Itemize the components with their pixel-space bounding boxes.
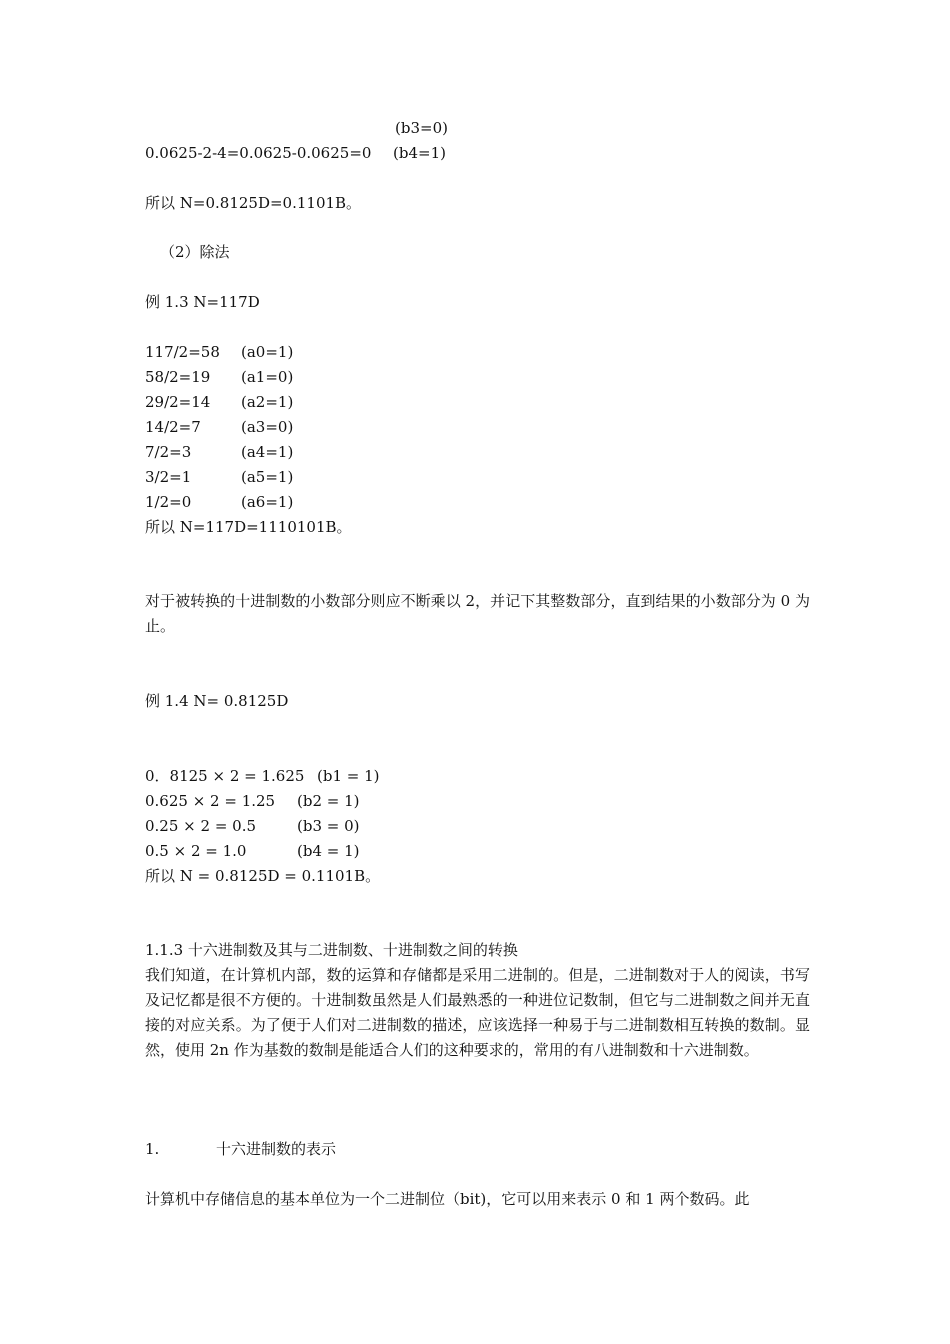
calc-expression: 0.5 × 2 = 1.0 (145, 842, 247, 860)
calc-row (145, 789, 380, 814)
calc-expression: 0.625 × 2 = 1.25 (145, 792, 276, 810)
calc-row (145, 490, 352, 515)
last-paragraph: 计算机中存储信息的基本单位为一个二进制位（bit)，它可以用来表示 0 和 1 两个数码。此 (145, 1190, 750, 1208)
calc-row (145, 365, 352, 390)
calc-result: 所以 N=0.8125D=0.1101B。 (145, 194, 362, 212)
calc-bit: (b2 = 1) (297, 792, 360, 810)
calc-expression: 7/2=3 (145, 443, 192, 461)
calc-bit: (b1 = 1) (317, 767, 380, 785)
calc-bit: (b3 = 0) (297, 817, 360, 835)
calc-bit: (a1=0) (241, 368, 294, 386)
calc-bit: (a4=1) (241, 443, 294, 461)
example-1-4-title: 例 1.4 N= 0.8125D (145, 692, 289, 710)
calc-bit: (a6=1) (241, 493, 294, 511)
calc-row (145, 415, 352, 440)
calc-expression: 58/2=19 (145, 368, 211, 386)
example-1-3-title: 例 1.3 N=117D (145, 293, 260, 311)
calc-expression: 0.25 × 2 = 0.5 (145, 817, 257, 835)
calc-expression: 0.0625-2-4=0.0625-0.0625=0 (145, 144, 372, 162)
calc-result: 所以 N = 0.8125D = 0.1101B。 (145, 867, 381, 885)
calc-bit: (a5=1) (241, 468, 294, 486)
example-1-3-table (145, 340, 352, 540)
calc-bit: (a3=0) (241, 418, 294, 436)
calc-bit: (b4 = 1) (297, 842, 360, 860)
section-body-paragraph: 我们知道，在计算机内部，数的运算和存储都是采用二进制的。但是，二进制数对于人的阅读，书写及记忆都是很不方便的。十进制数虽然是人们最熟悉的一种进位记数制，但它与二进制数之间并无直接的对应关系。为了便于人们对二进制数的描述，应该选择一种易于与二进制数相互转换的数制。显然，使用 2n 作为基数的数制是能适合人们的这种要求的，常用的有八进制数和十六进制数。 (145, 966, 810, 1059)
calc-result: 所以 N=117D=1110101B。 (145, 518, 352, 536)
calc-row (145, 814, 380, 839)
calc-row (145, 390, 352, 415)
calc-row (145, 465, 352, 490)
calc-bit: (a2=1) (241, 393, 294, 411)
example-1-4-table (145, 764, 380, 889)
section-heading: 1.1.3 十六进制数及其与二进制数、十进制数之间的转换 (145, 941, 518, 959)
subsection-title: 十六进制数的表示 (216, 1140, 337, 1158)
calc-bit: (a0=1) (241, 343, 294, 361)
calc-bit-b3: (b3=0) (395, 119, 448, 137)
calc-expression: 0．8125 × 2 = 1.625 (145, 767, 305, 785)
calc-expression: 3/2=1 (145, 468, 192, 486)
calc-expression: 29/2=14 (145, 393, 211, 411)
fraction-paragraph: 对于被转换的十进制数的小数部分则应不断乘以 2，并记下其整数部分，直到结果的小数部分为 0 为止。 (145, 592, 810, 635)
calc-row (145, 839, 380, 864)
calc-bit-b4: (b4=1) (393, 144, 446, 162)
calc-expression: 117/2=58 (145, 343, 220, 361)
calc-row (145, 440, 352, 465)
calc-expression: 1/2=0 (145, 493, 192, 511)
subsection-number: 1. (145, 1140, 160, 1158)
division-heading: （2）除法 (160, 243, 230, 261)
calc-expression: 14/2=7 (145, 418, 201, 436)
calc-row (145, 340, 352, 365)
calc-row (145, 764, 380, 789)
